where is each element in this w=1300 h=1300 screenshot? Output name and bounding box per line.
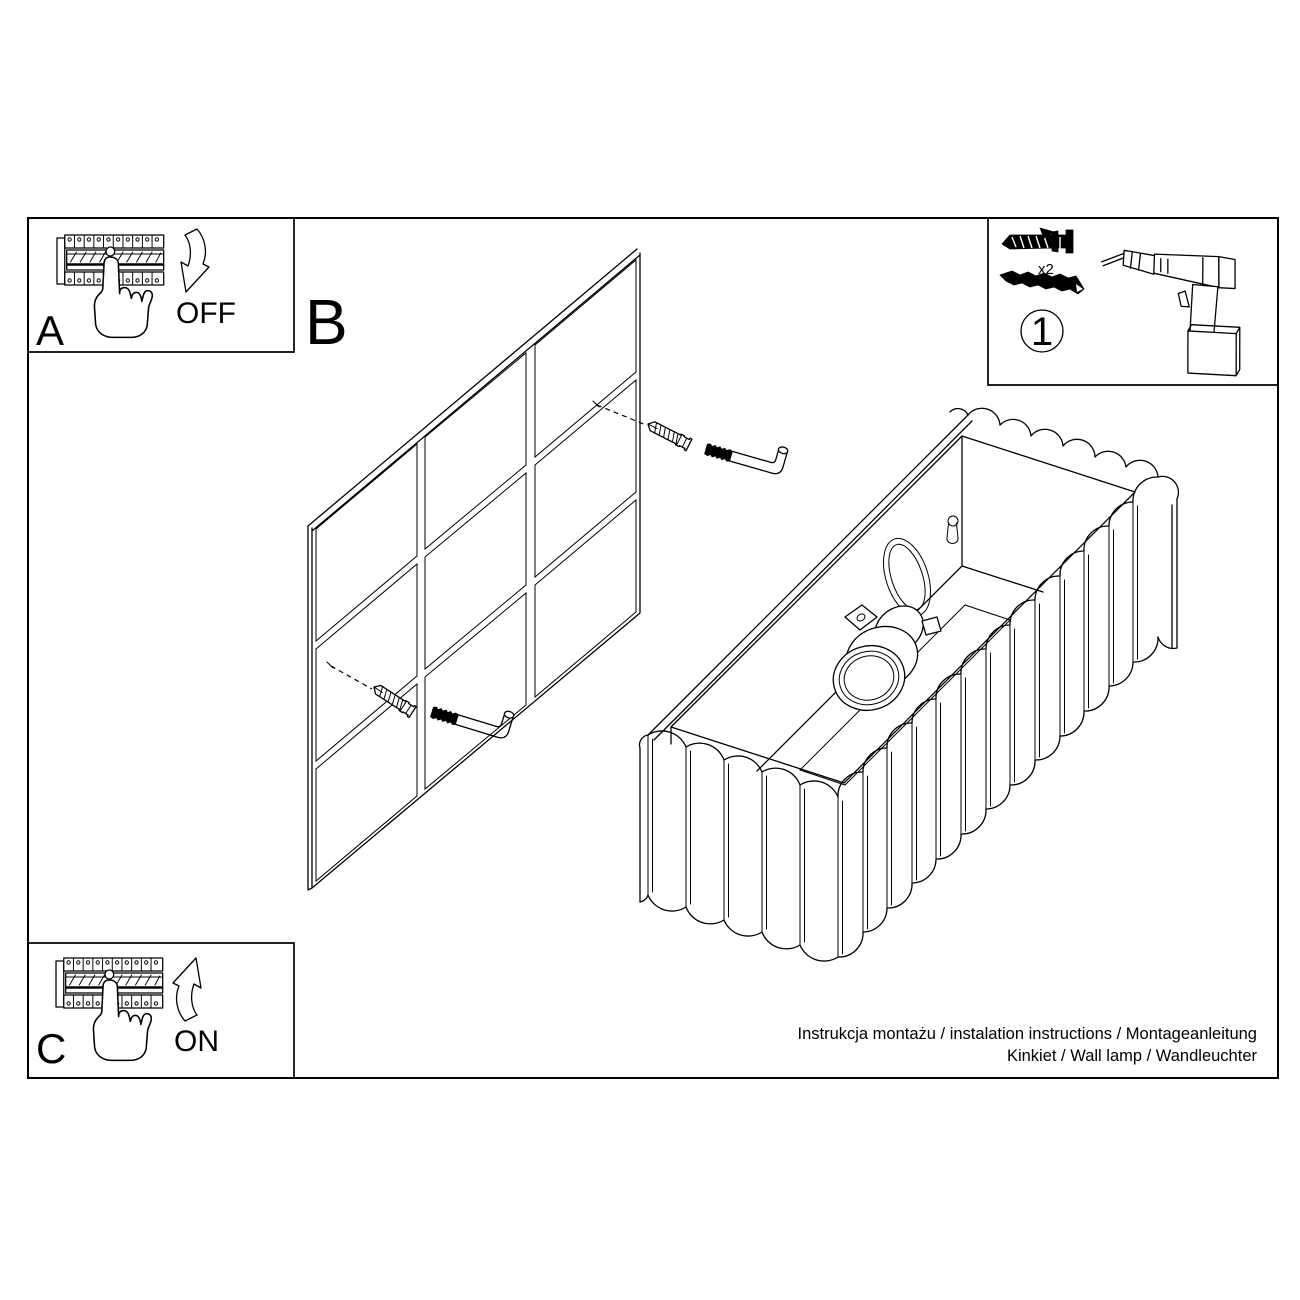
lower-fixing-set <box>327 662 515 741</box>
upper-guide-line <box>597 405 646 425</box>
wall-lamp-body <box>640 408 1179 961</box>
on-label: ON <box>174 1025 219 1058</box>
footer-line-1: Instrukcja montażu / instalation instructions / Montageanleitung <box>797 1025 1257 1043</box>
step-b-label: B <box>305 286 348 358</box>
keyhole-slot <box>947 516 958 544</box>
wall-plug-icon <box>370 682 416 718</box>
lower-guide-line <box>331 666 372 689</box>
step-c-panel <box>36 958 219 1072</box>
wall-plug-icon <box>645 418 692 450</box>
step-a-label: A <box>36 307 65 354</box>
outer-border <box>28 218 1278 1078</box>
tiled-wall <box>308 249 640 890</box>
lamp-interior <box>671 436 1135 785</box>
lamp-socket <box>826 596 941 718</box>
footer <box>797 1025 1257 1065</box>
on-arrow-icon <box>173 958 201 1021</box>
parts-box <box>1000 228 1243 384</box>
hook-screw-icon <box>430 690 514 741</box>
step-c-label: C <box>36 1025 67 1072</box>
fluted-left-end <box>640 731 838 961</box>
drill-icon <box>1101 243 1243 385</box>
parts-step-label: 1 <box>1030 310 1054 354</box>
upper-fixing-set <box>593 401 789 477</box>
off-label: OFF <box>176 297 236 330</box>
hook-screw-icon <box>704 427 788 477</box>
footer-line-2: Kinkiet / Wall lamp / Wandleuchter <box>1006 1047 1257 1065</box>
step-b-panel <box>305 249 1178 961</box>
off-arrow-icon <box>181 229 209 292</box>
step-a-panel <box>36 229 236 354</box>
quantity-label: x2 <box>1038 261 1054 278</box>
corner-column <box>1158 476 1178 648</box>
